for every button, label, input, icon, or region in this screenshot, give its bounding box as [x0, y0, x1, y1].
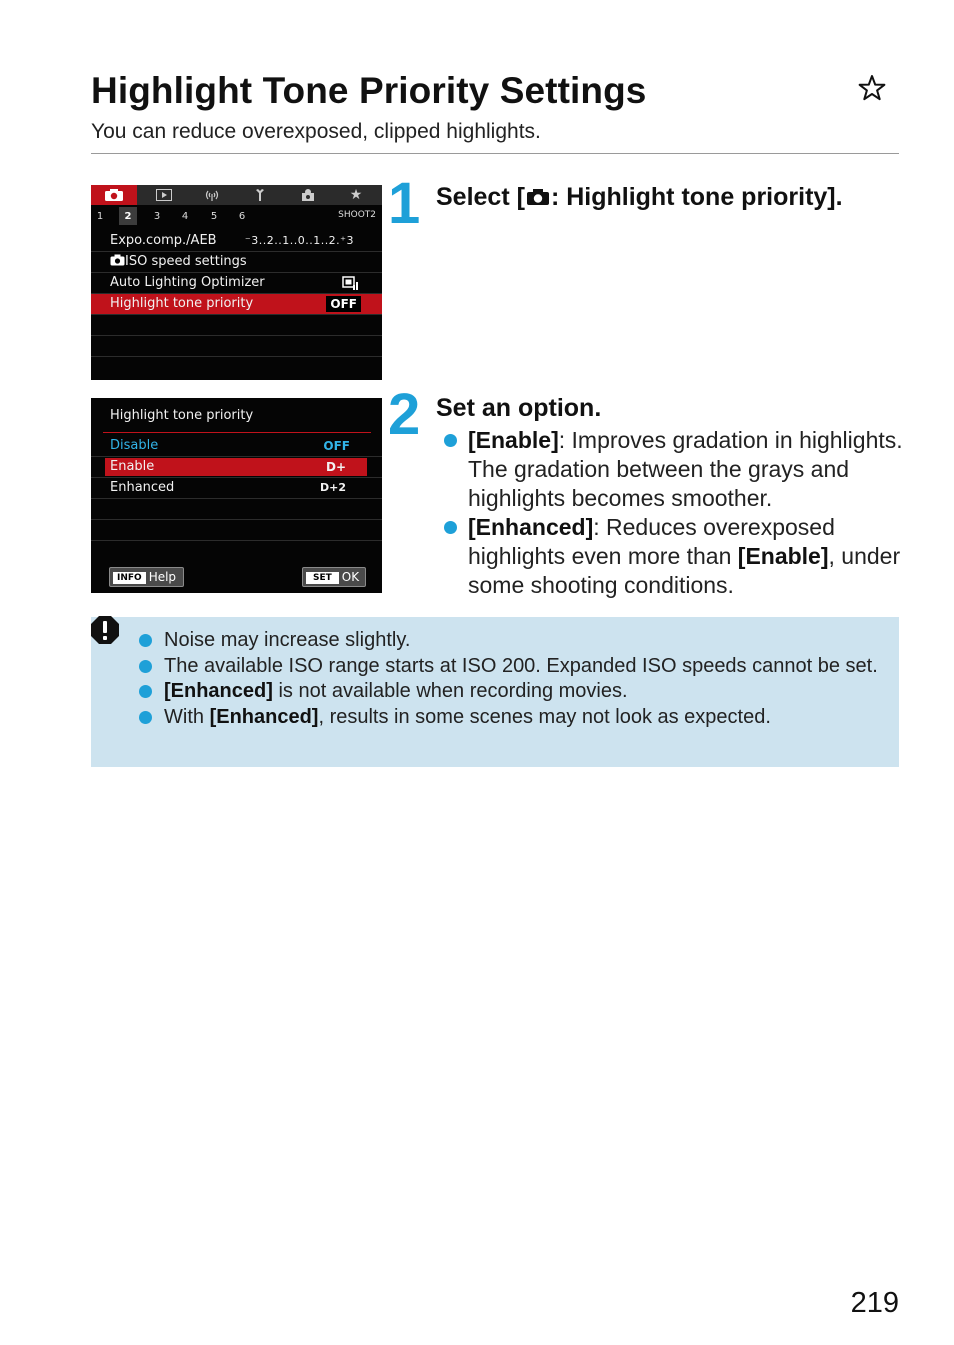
note-bold: [Enhanced]: [209, 705, 319, 728]
step-1-heading: [436, 183, 843, 212]
menu-row-empty: [91, 315, 382, 336]
option-name: [Enhanced]: [468, 514, 594, 540]
option-label: Disable: [110, 438, 159, 453]
option-enable[interactable]: [91, 457, 382, 478]
menu-row-label: Auto Lighting Optimizer: [110, 275, 265, 290]
step-number-2: 2: [388, 382, 419, 447]
menu-row-label-wrap: [110, 252, 247, 272]
option-value: OFF: [323, 439, 350, 453]
menu-row-iso-speed[interactable]: [91, 252, 382, 273]
info-button-tag: INFO: [113, 572, 146, 584]
list-item: [139, 654, 884, 680]
wireless-icon: [204, 189, 220, 201]
option-reference: [Enable]: [737, 543, 829, 569]
shoot-page-label: SHOOT2: [338, 210, 376, 220]
menu-row-empty: [91, 520, 382, 541]
note-text: is not available when recording movies.: [272, 680, 628, 702]
bullet-dot: [444, 434, 457, 447]
option-value: D+: [325, 460, 346, 474]
subtab-4[interactable]: 4: [181, 210, 189, 222]
list-item: [139, 679, 884, 705]
note-text: , results in some scenes may not look as expected.: [318, 705, 771, 728]
menu-row-empty: [91, 357, 382, 378]
tab-custom[interactable]: [285, 185, 331, 205]
highlight-tone-screen: [91, 398, 382, 593]
title-divider: [91, 153, 899, 154]
set-ok-button[interactable]: [302, 567, 366, 587]
camera-menu-screen: [91, 185, 382, 380]
subtab-5[interactable]: 5: [210, 210, 218, 222]
tab-playback[interactable]: [141, 185, 187, 205]
screen-header: [91, 398, 382, 436]
step-1-heading-prefix: Select [: [436, 183, 525, 211]
screen-header-title: Highlight tone priority: [110, 408, 254, 423]
alo-standard-icon: [342, 276, 360, 291]
list-item: [139, 628, 884, 654]
note-text: The available ISO range starts at ISO 200. Expanded ISO speeds cannot be set.: [164, 654, 878, 677]
menu-row-empty: [91, 499, 382, 520]
option-value: D+2: [319, 481, 346, 494]
page-title: Highlight Tone Priority Settings: [91, 70, 647, 111]
help-label: Help: [148, 570, 177, 584]
list-item: [139, 705, 884, 731]
option-description: : Reduces overexposed highlights even more than: [468, 514, 835, 569]
bullet-dot: [139, 660, 152, 673]
ok-label: OK: [341, 570, 360, 584]
button-bar: [91, 561, 382, 593]
menu-row-label: Expo.comp./AEB: [110, 233, 217, 248]
step-2-heading: Set an option.: [436, 394, 602, 422]
caution-notes-list: [139, 628, 884, 730]
option-disable[interactable]: [91, 436, 382, 457]
bullet-dot: [139, 634, 152, 647]
option-name: [Enable]: [468, 427, 559, 453]
note-prefix: With: [164, 705, 210, 728]
subtab-6[interactable]: 6: [238, 210, 246, 222]
menu-row-label: Highlight tone priority: [110, 296, 254, 311]
step-2-options-list: [444, 426, 904, 600]
playback-icon: [156, 189, 172, 201]
custom-functions-icon: [300, 188, 316, 202]
subtab-1[interactable]: 1: [96, 210, 104, 222]
wrench-icon: [253, 188, 267, 202]
camera-icon: [526, 188, 550, 206]
note-text: Noise may increase slightly.: [164, 629, 411, 651]
tab-wireless[interactable]: [189, 185, 235, 205]
star-icon: [858, 74, 886, 102]
option-enhanced[interactable]: [91, 478, 382, 499]
option-description: : Improves gradation in highlights. The gradation between the grays and highlights becomes smoother.: [468, 427, 903, 511]
exposure-scale: ⁻3..2..1..0..1..2.⁺3: [244, 234, 354, 247]
option-label: Enable: [110, 459, 155, 474]
bullet-dot: [139, 711, 152, 724]
bullet-dot: [444, 521, 457, 534]
menu-row-highlight-tone[interactable]: [91, 294, 382, 315]
my-menu-star-icon: ★: [349, 187, 363, 203]
highlight-tone-value: OFF: [326, 296, 361, 312]
option-description-end: , under some shooting conditions.: [468, 543, 901, 598]
camera-icon: [104, 188, 124, 202]
step-1-heading-suffix: : Highlight tone priority].: [550, 183, 843, 211]
camera-icon: [110, 254, 125, 266]
page-subtitle: You can reduce overexposed, clipped highlights.: [91, 120, 541, 143]
subtab-3[interactable]: 3: [153, 210, 161, 222]
tab-setup[interactable]: [237, 185, 283, 205]
menu-tab-bar: [91, 185, 382, 205]
set-button-tag: SET: [306, 572, 339, 584]
menu-row-auto-lighting[interactable]: [91, 273, 382, 294]
info-help-button[interactable]: [109, 567, 184, 587]
menu-row-expo-comp[interactable]: [91, 231, 382, 252]
option-label: Enhanced: [110, 480, 175, 495]
header-divider: [103, 432, 371, 433]
step-number-1: 1: [388, 171, 419, 236]
list-item: [444, 513, 904, 600]
menu-row-empty: [91, 541, 382, 562]
note-bold: [Enhanced]: [164, 680, 273, 702]
list-item: [444, 426, 904, 513]
menu-row-label: ISO speed settings: [125, 254, 247, 269]
page-number: 219: [850, 1287, 899, 1319]
bullet-dot: [139, 685, 152, 698]
caution-icon: [89, 614, 121, 646]
tab-shooting[interactable]: [91, 185, 137, 205]
subtab-2[interactable]: 2: [119, 207, 137, 225]
tab-my-menu[interactable]: [333, 185, 379, 205]
menu-row-empty: [91, 336, 382, 357]
